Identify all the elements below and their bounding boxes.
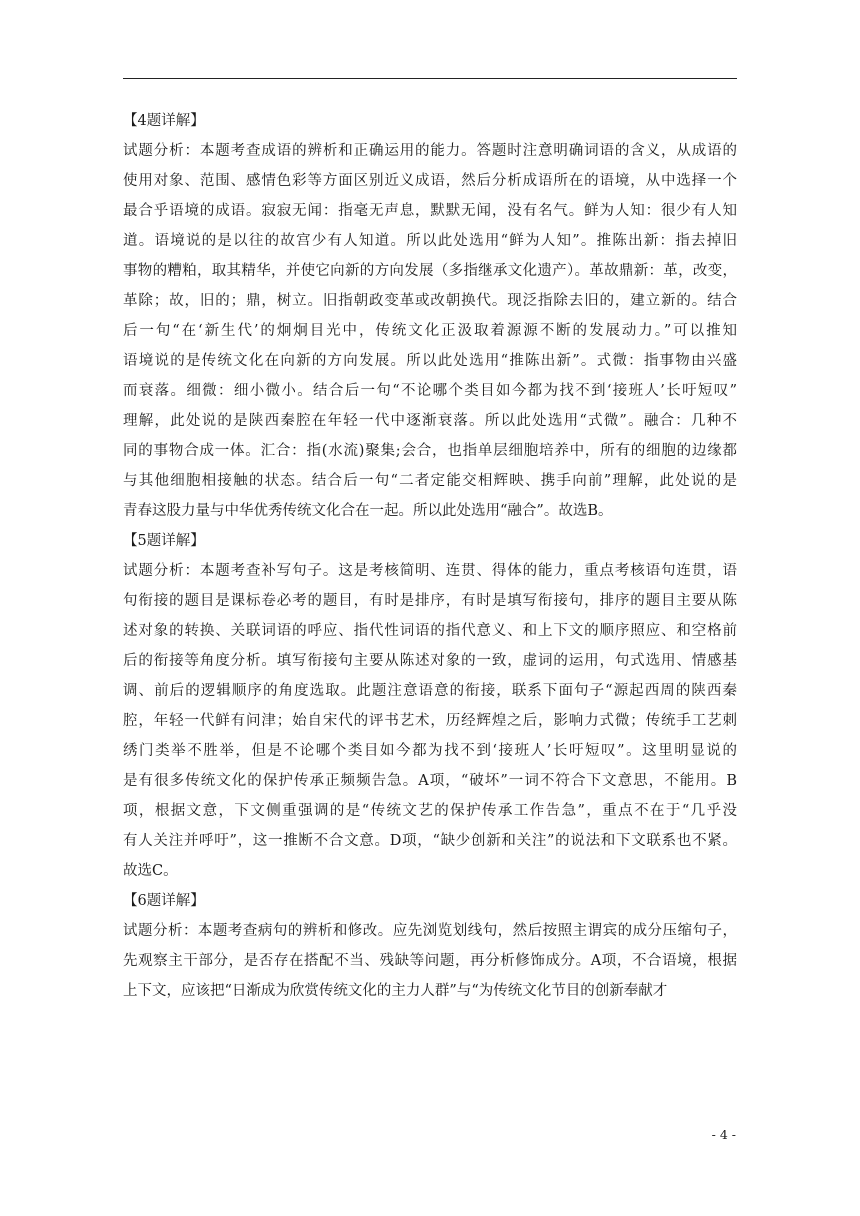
answer-section bbox=[123, 886, 737, 1006]
text-line: 绣门类举不胜举，但是不论哪个类目如今都为找不到‘接班人’长吁短叹”。这里明显说的 bbox=[123, 743, 737, 759]
text-line: 是有很多传统文化的保护传承正频频告急。A项，“破坏”一词不符合下文意思，不能用。B bbox=[123, 773, 737, 789]
text-line: 述对象的转换、关联词语的呼应、指代性词语的指代意义、和上下文的顺序照应、和空格前 bbox=[123, 623, 737, 639]
page-content bbox=[123, 106, 737, 1006]
text-line: 最合乎语境的成语。寂寂无闻：指毫无声息，默默无闻，没有名气。鲜为人知：很少有人知 bbox=[123, 203, 737, 219]
text-line: 道。语境说的是以往的故宫少有人知道。所以此处选用“鲜为人知”。推陈出新：指去掉旧 bbox=[123, 233, 737, 249]
text-line: 故选C。 bbox=[123, 863, 178, 879]
text-line: 后一句“在‘新生代’的炯炯目光中，传统文化正汲取着源源不断的发展动力。”可以推知 bbox=[123, 323, 737, 339]
text-line: 同的事物合成一体。汇合：指(水流)聚集;会合，也指单层细胞培养中，所有的细胞的边缘都 bbox=[123, 443, 737, 459]
section-heading: 【5题详解】 bbox=[123, 533, 205, 549]
answer-section bbox=[123, 106, 737, 526]
text-line: 有人关注并呼吁”，这一推断不合文意。D项，“缺少创新和关注”的说法和下文联系也不紧。 bbox=[123, 833, 737, 849]
text-line: 事物的糟粕，取其精华，并使它向新的方向发展（多指继承文化遗产）。革故鼎新：革，改变， bbox=[123, 263, 737, 279]
text-line: 理解，此处说的是陕西秦腔在年轻一代中逐渐衰落。所以此处选用“式微”。融合：几种不 bbox=[123, 413, 737, 429]
text-line: 与其他细胞相接触的状态。结合后一句“二者定能交相辉映、携手向前”理解，此处说的是 bbox=[123, 473, 737, 489]
text-line: 后的衔接等角度分析。填写衔接句主要从陈述对象的一致，虚词的运用，句式选用、情感基 bbox=[123, 653, 737, 669]
answer-section bbox=[123, 526, 737, 886]
section-heading: 【6题详解】 bbox=[123, 893, 205, 909]
text-line: 上下文，应该把“日渐成为欣赏传统文化的主力人群”与“为传统文化节目的创新奉献才 bbox=[123, 983, 668, 999]
text-line: 试题分析：本题考查补写句子。这是考核简明、连贯、得体的能力，重点考核语句连贯，语 bbox=[123, 563, 737, 579]
text-line: 使用对象、范围、感情色彩等方面区别近义成语，然后分析成语所在的语境，从中选择一个 bbox=[123, 173, 737, 189]
text-line: 试题分析：本题考查成语的辨析和正确运用的能力。答题时注意明确词语的含义，从成语的 bbox=[123, 143, 737, 159]
header-rule bbox=[123, 78, 737, 79]
text-line: 调、前后的逻辑顺序的角度选取。此题注意语意的衔接，联系下面句子“源起西周的陕西秦 bbox=[123, 683, 737, 699]
text-line: 试题分析：本题考查病句的辨析和修改。应先浏览划线句，然后按照主谓宾的成分压缩句子， bbox=[123, 923, 737, 939]
text-line: 项，根据文意，下文侧重强调的是“传统文艺的保护传承工作告急”，重点不在于“几乎没 bbox=[123, 803, 737, 819]
text-line: 青春这股力量与中华优秀传统文化合在一起。所以此处选用“融合”。故选B。 bbox=[123, 503, 613, 519]
text-line: 句衔接的题目是课标卷必考的题目，有时是排序，有时是填写衔接句，排序的题目主要从陈 bbox=[123, 593, 737, 609]
section-heading: 【4题详解】 bbox=[123, 113, 205, 129]
text-line: 腔，年轻一代鲜有问津；始自宋代的评书艺术，历经辉煌之后，影响力式微；传统手工艺刺 bbox=[123, 713, 737, 729]
text-line: 先观察主干部分，是否存在搭配不当、残缺等问题，再分析修饰成分。A项，不合语境，根据 bbox=[123, 953, 737, 969]
page-number: - 4 - bbox=[711, 1127, 736, 1142]
text-line: 语境说的是传统文化在向新的方向发展。所以此处选用“推陈出新”。式微：指事物由兴盛 bbox=[123, 353, 737, 369]
text-line: 而衰落。细微：细小微小。结合后一句“不论哪个类目如今都为找不到‘接班人’长吁短叹” bbox=[123, 383, 737, 399]
text-line: 革除；故，旧的；鼎，树立。旧指朝政变革或改朝换代。现泛指除去旧的，建立新的。结合 bbox=[123, 293, 737, 309]
